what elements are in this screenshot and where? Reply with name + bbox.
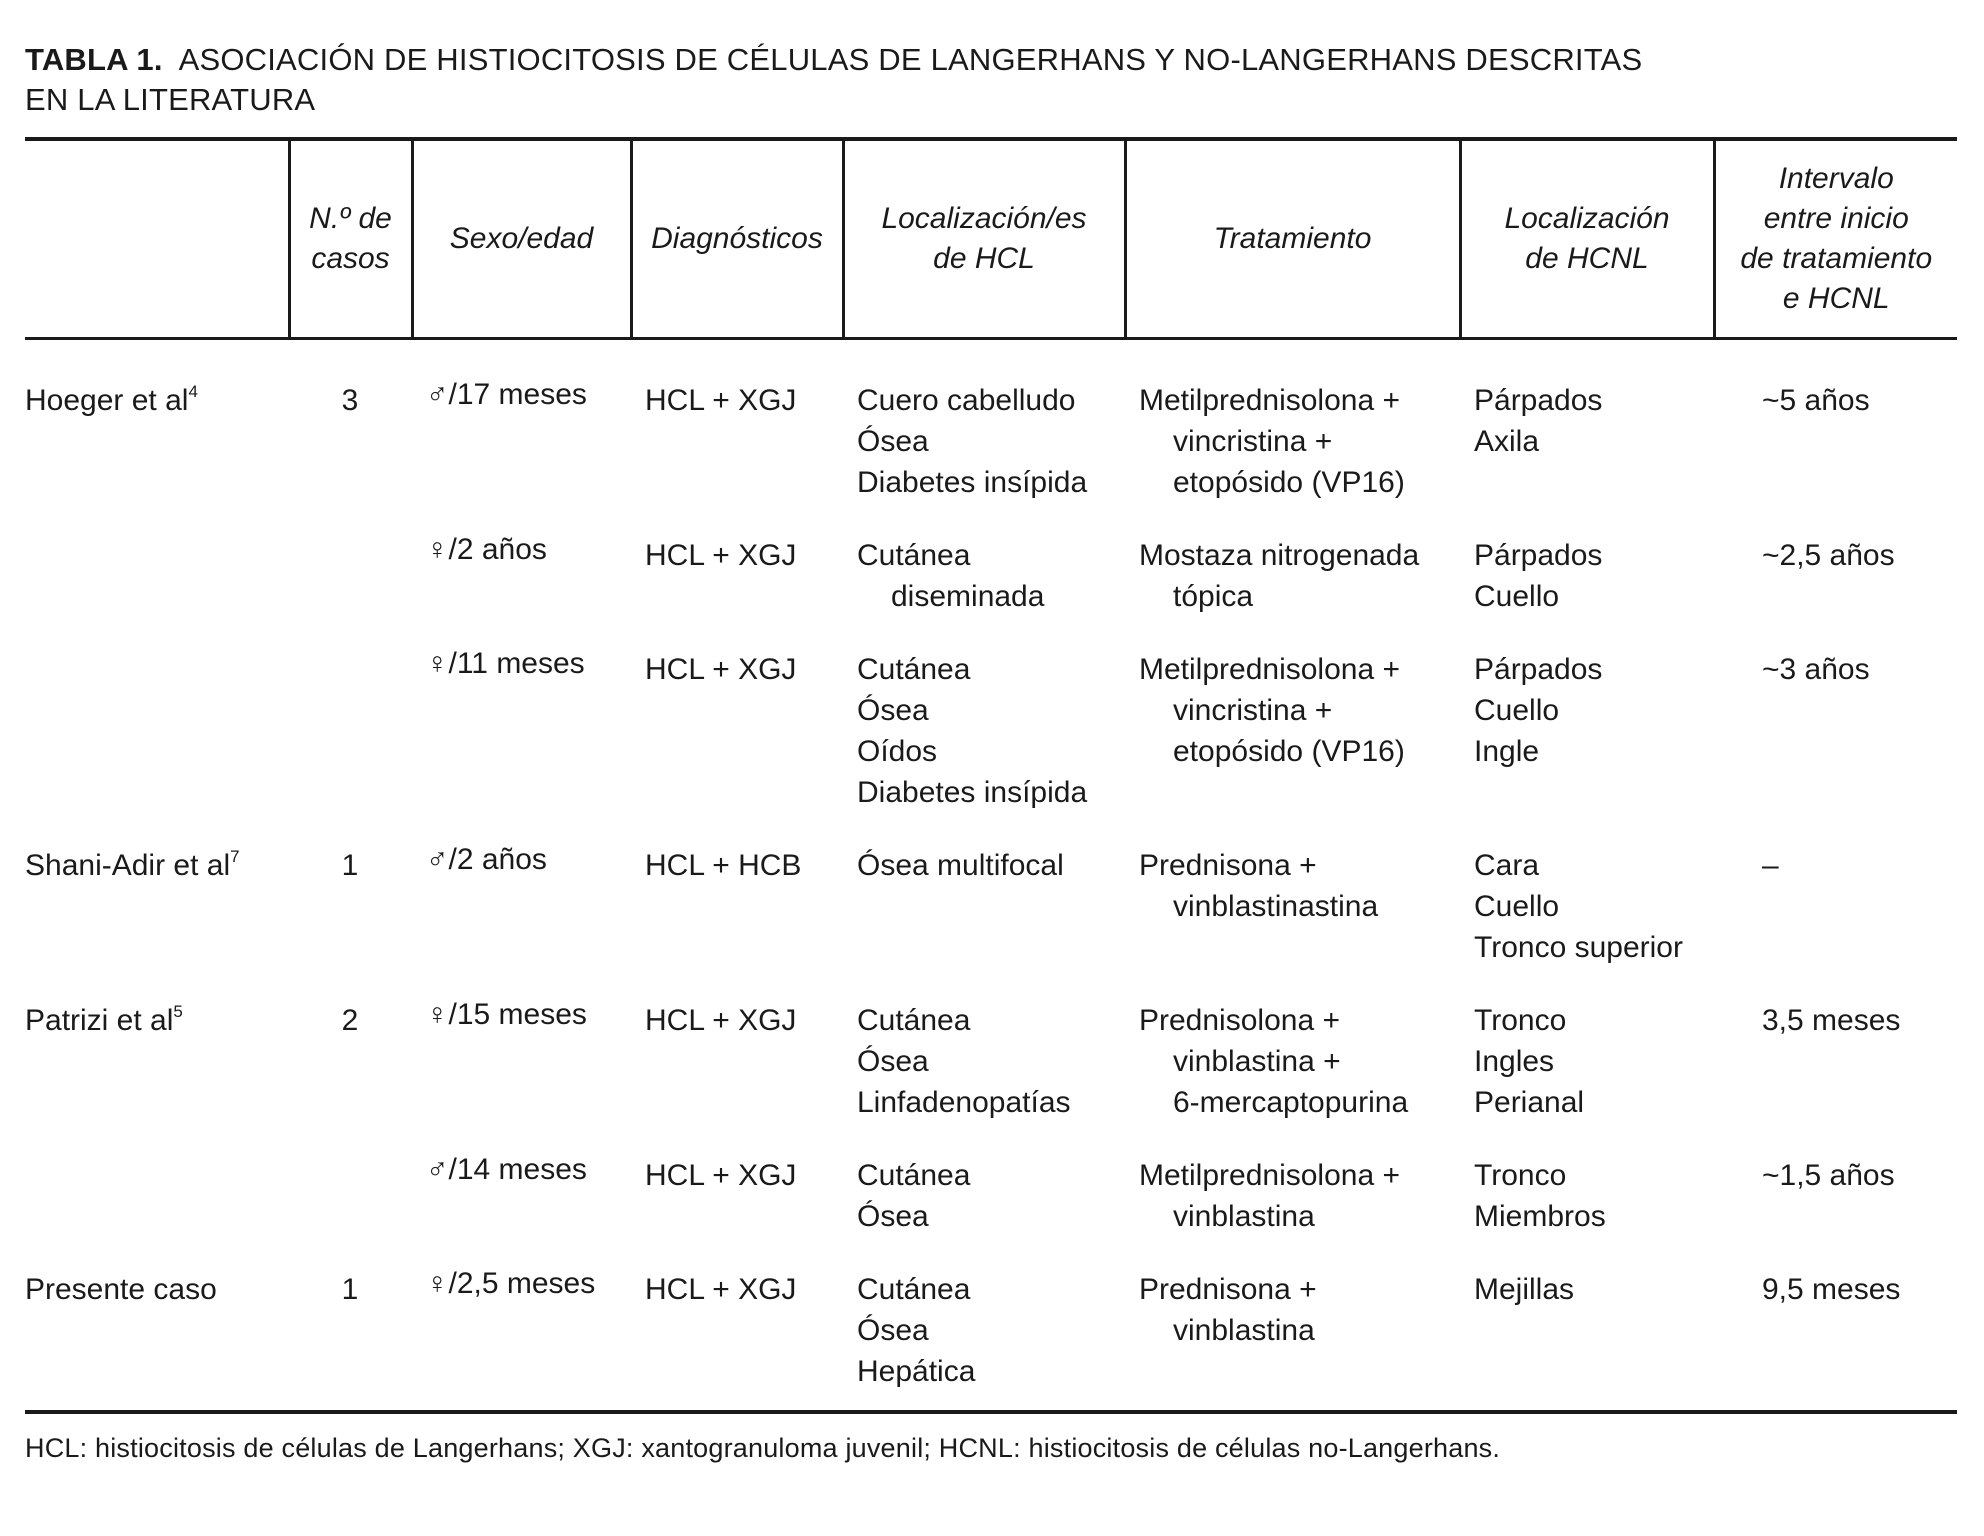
- interval-cell: [1714, 339, 1957, 504]
- hcnl-location-cell: [1460, 503, 1714, 617]
- table-row: [25, 813, 1957, 968]
- author-name: Shani-Adir et al: [25, 849, 231, 882]
- author-name: Hoeger et al: [25, 384, 189, 417]
- treatment-line: vinblastinastina: [1173, 890, 1379, 923]
- header-sex-age: Sexo/edad: [412, 139, 631, 339]
- treatment-cell: [1125, 1237, 1460, 1412]
- hcnl-location-line: Cuello: [1474, 890, 1560, 923]
- author-cell: [25, 339, 289, 504]
- sex-age-value: ♂/17 meses: [426, 378, 587, 411]
- hcl-location-line: Ósea: [857, 694, 929, 727]
- hcnl-location-line: Ingle: [1474, 735, 1540, 768]
- hcl-location-cell: [843, 813, 1125, 968]
- author-name: Presente caso: [25, 1273, 217, 1306]
- hcnl-location-cell: [1460, 1123, 1714, 1237]
- interval-value: –: [1762, 849, 1779, 882]
- cases-cell: [289, 503, 412, 617]
- hcl-location-line: Ósea: [857, 425, 929, 458]
- treatment-line: vincristina +: [1173, 694, 1333, 727]
- sex-age-value: ♀/2 años: [426, 533, 547, 566]
- header-interval: Intervalo entre inicio de tratamiento e HCNL: [1714, 139, 1957, 339]
- treatment-line: Metilprednisolona +: [1139, 384, 1400, 417]
- hcl-location-cell: [843, 1237, 1125, 1412]
- hcnl-location-line: Perianal: [1474, 1086, 1585, 1119]
- treatment-line: vinblastina +: [1173, 1045, 1341, 1078]
- sex-age-value: ♀/11 meses: [426, 647, 585, 680]
- sex-age-value: ♀/2,5 meses: [426, 1267, 596, 1300]
- treatment-line: tópica: [1173, 580, 1254, 613]
- sex-age-cell: [412, 813, 631, 968]
- header-row: [25, 139, 1957, 339]
- table-title-label: TABLA 1.: [25, 42, 163, 77]
- cases-cell: [289, 1237, 412, 1412]
- treatment-line: Prednisolona +: [1139, 1004, 1340, 1037]
- author-cell: [25, 1237, 289, 1412]
- table-title: [25, 40, 1957, 120]
- hcnl-location-cell: [1460, 1237, 1714, 1412]
- treatment-line: vincristina +: [1173, 425, 1333, 458]
- treatment-cell: [1125, 617, 1460, 813]
- interval-value: ~1,5 años: [1762, 1159, 1895, 1192]
- hcl-location-line: Cuero cabelludo: [857, 384, 1076, 417]
- diagnoses-cell: [631, 1123, 843, 1237]
- hcl-location-line: Diabetes insípida: [857, 776, 1088, 809]
- cases-cell: [289, 339, 412, 504]
- hcnl-location-line: Ingles: [1474, 1045, 1555, 1078]
- diagnoses-cell: [631, 813, 843, 968]
- hcnl-location-line: Mejillas: [1474, 1273, 1575, 1306]
- cases-cell: [289, 813, 412, 968]
- sex-age-cell: [412, 968, 631, 1123]
- hcnl-location-line: Cuello: [1474, 694, 1560, 727]
- hcnl-location-line: Tronco: [1474, 1159, 1567, 1192]
- cases-value: 1: [341, 849, 359, 882]
- interval-value: 3,5 meses: [1762, 1004, 1901, 1037]
- hcl-location-line: Ósea: [857, 1314, 929, 1347]
- header-treatment: Tratamiento: [1125, 139, 1460, 339]
- hcnl-location-line: Párpados: [1474, 539, 1603, 572]
- treatment-line: Metilprednisolona +: [1139, 653, 1400, 686]
- sex-age-cell: [412, 339, 631, 504]
- sex-age-value: ♂/14 meses: [426, 1153, 587, 1186]
- data-table: [25, 137, 1957, 1414]
- cases-cell: [289, 617, 412, 813]
- sex-age-cell: [412, 617, 631, 813]
- hcl-location-line: Linfadenopatías: [857, 1086, 1071, 1119]
- diagnoses-value: HCL + XGJ: [645, 539, 797, 572]
- hcl-location-line: Hepática: [857, 1355, 976, 1388]
- cases-value: 3: [341, 384, 359, 417]
- treatment-line: etopósido (VP16): [1173, 466, 1405, 499]
- hcl-location-line: Cutánea: [857, 1273, 971, 1306]
- hcl-location-cell: [843, 968, 1125, 1123]
- author-name: Patrizi et al: [25, 1004, 174, 1037]
- hcnl-location-line: Tronco superior: [1474, 931, 1683, 964]
- treatment-cell: [1125, 503, 1460, 617]
- sex-age-value: ♀/15 meses: [426, 998, 587, 1031]
- treatment-line: Mostaza nitrogenada: [1139, 539, 1420, 572]
- author-cell: [25, 1123, 289, 1237]
- treatment-line: Prednisona +: [1139, 1273, 1317, 1306]
- hcl-location-line: Ósea multifocal: [857, 849, 1064, 882]
- diagnoses-cell: [631, 503, 843, 617]
- author-cell: [25, 813, 289, 968]
- diagnoses-cell: [631, 339, 843, 504]
- treatment-line: Prednisona +: [1139, 849, 1317, 882]
- diagnoses-value: HCL + XGJ: [645, 1159, 797, 1192]
- hcnl-location-line: Axila: [1474, 425, 1540, 458]
- header-diagnoses: Diagnósticos: [631, 139, 843, 339]
- hcnl-location-cell: [1460, 617, 1714, 813]
- hcl-location-line: Diabetes insípida: [857, 466, 1088, 499]
- interval-cell: [1714, 617, 1957, 813]
- hcnl-location-line: Párpados: [1474, 384, 1603, 417]
- hcl-location-line: Cutánea: [857, 653, 971, 686]
- diagnoses-value: HCL + XGJ: [645, 1273, 797, 1306]
- header-author: [25, 139, 289, 339]
- interval-cell: [1714, 813, 1957, 968]
- sex-age-value: ♂/2 años: [426, 843, 547, 876]
- diagnoses-value: HCL + HCB: [645, 849, 802, 882]
- hcl-location-line: Cutánea: [857, 1004, 971, 1037]
- treatment-line: 6-mercaptopurina: [1173, 1086, 1409, 1119]
- header-hcnl-location: Localización de HCNL: [1460, 139, 1714, 339]
- interval-value: ~5 años: [1762, 384, 1870, 417]
- table-row: [25, 968, 1957, 1123]
- interval-cell: [1714, 503, 1957, 617]
- cases-cell: [289, 1123, 412, 1237]
- interval-cell: [1714, 1123, 1957, 1237]
- table-title-text-2: EN LA LITERATURA: [25, 82, 316, 117]
- diagnoses-cell: [631, 617, 843, 813]
- reference-number: 7: [230, 847, 240, 866]
- cases-cell: [289, 968, 412, 1123]
- table-row: [25, 1237, 1957, 1412]
- hcl-location-line: diseminada: [891, 580, 1045, 613]
- hcnl-location-line: Párpados: [1474, 653, 1603, 686]
- interval-value: ~2,5 años: [1762, 539, 1895, 572]
- hcl-location-cell: [843, 503, 1125, 617]
- header-cases: N.º de casos: [289, 139, 412, 339]
- treatment-line: vinblastina: [1173, 1200, 1315, 1233]
- hcl-location-line: Ósea: [857, 1045, 929, 1078]
- hcl-location-line: Cutánea: [857, 1159, 971, 1192]
- sex-age-cell: [412, 1123, 631, 1237]
- author-cell: [25, 617, 289, 813]
- treatment-cell: [1125, 339, 1460, 504]
- hcl-location-line: Cutánea: [857, 539, 971, 572]
- hcnl-location-cell: [1460, 339, 1714, 504]
- treatment-cell: [1125, 1123, 1460, 1237]
- author-cell: [25, 503, 289, 617]
- hcl-location-line: Oídos: [857, 735, 938, 768]
- diagnoses-value: HCL + XGJ: [645, 653, 797, 686]
- diagnoses-cell: [631, 968, 843, 1123]
- hcl-location-cell: [843, 617, 1125, 813]
- page: [25, 40, 1957, 1466]
- reference-number: 4: [188, 382, 198, 401]
- cases-value: 1: [341, 1273, 359, 1306]
- table-body: [25, 339, 1957, 1413]
- hcnl-location-line: Miembros: [1474, 1200, 1606, 1233]
- hcnl-location-line: Tronco: [1474, 1004, 1567, 1037]
- interval-cell: [1714, 1237, 1957, 1412]
- diagnoses-cell: [631, 1237, 843, 1412]
- hcl-location-cell: [843, 1123, 1125, 1237]
- table-footnote: HCL: histiocitosis de células de Langerhans; XGJ: xantogranuloma juvenil; HCNL: histiocitosis de células no-Langerhans.: [25, 1433, 1501, 1463]
- cases-value: 2: [341, 1004, 359, 1037]
- treatment-cell: [1125, 813, 1460, 968]
- interval-value: ~3 años: [1762, 653, 1870, 686]
- table-row: [25, 503, 1957, 617]
- interval-cell: [1714, 968, 1957, 1123]
- sex-age-cell: [412, 503, 631, 617]
- author-cell: [25, 968, 289, 1123]
- treatment-line: etopósido (VP16): [1173, 735, 1405, 768]
- diagnoses-value: HCL + XGJ: [645, 384, 797, 417]
- interval-value: 9,5 meses: [1762, 1273, 1901, 1306]
- treatment-line: Metilprednisolona +: [1139, 1159, 1400, 1192]
- reference-number: 5: [173, 1002, 183, 1021]
- hcnl-location-cell: [1460, 813, 1714, 968]
- table-row: [25, 1123, 1957, 1237]
- table-title-text: ASOCIACIÓN DE HISTIOCITOSIS DE CÉLULAS DE LANGERHANS Y NO-LANGERHANS DESCRITAS: [178, 42, 1643, 77]
- hcnl-location-line: Cara: [1474, 849, 1540, 882]
- header-hcl-location: Localización/es de HCL: [843, 139, 1125, 339]
- hcl-location-line: Ósea: [857, 1200, 929, 1233]
- treatment-cell: [1125, 968, 1460, 1123]
- diagnoses-value: HCL + XGJ: [645, 1004, 797, 1037]
- table-row: [25, 339, 1957, 504]
- hcnl-location-cell: [1460, 968, 1714, 1123]
- table-row: [25, 617, 1957, 813]
- sex-age-cell: [412, 1237, 631, 1412]
- treatment-line: vinblastina: [1173, 1314, 1315, 1347]
- hcnl-location-line: Cuello: [1474, 580, 1560, 613]
- hcl-location-cell: [843, 339, 1125, 504]
